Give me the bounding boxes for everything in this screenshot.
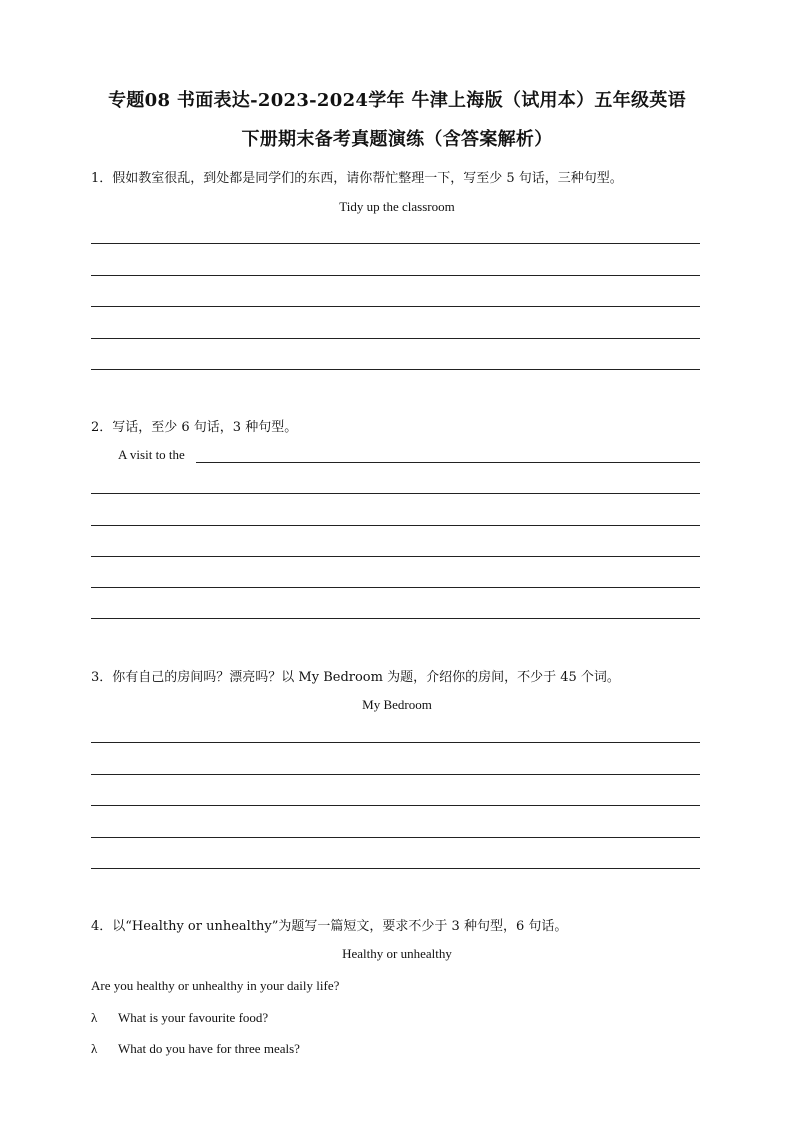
- writing-line[interactable]: [91, 837, 700, 838]
- writing-line[interactable]: [91, 493, 700, 494]
- writing-line[interactable]: [91, 587, 700, 588]
- writing-line[interactable]: [91, 306, 700, 307]
- question-1-essay-title: Tidy up the classroom: [339, 199, 455, 214]
- writing-line[interactable]: [91, 243, 700, 244]
- writing-line[interactable]: [91, 556, 700, 557]
- writing-line[interactable]: [91, 774, 700, 775]
- question-3-prompt: 3．你有自己的房间吗？漂亮吗？以 My Bedroom 为题，介绍你的房间，不少于 45 个词。: [91, 670, 620, 685]
- bullet-symbol: λ: [91, 1041, 98, 1056]
- question-2-title-prefix: A visit to the: [118, 447, 185, 462]
- bullet-item-text: What is your favourite food?: [118, 1010, 269, 1025]
- writing-line[interactable]: [91, 338, 700, 339]
- writing-line[interactable]: [91, 525, 700, 526]
- question-3-essay-title: My Bedroom: [362, 697, 432, 712]
- bullet-symbol: λ: [91, 1010, 98, 1025]
- question-1-prompt: 1．假如教室很乱，到处都是同学们的东西，请你帮忙整理一下，写至少 5 句话，三种句型。: [91, 171, 623, 186]
- document-title-line-2: 下册期末备考真题演练（含答案解析）: [241, 129, 553, 150]
- question-4-intro: Are you healthy or unhealthy in your daily life?: [91, 978, 340, 993]
- document-title-line-1: 专题08 书面表达-2023-2024学年 牛津上海版（试用本）五年级英语: [108, 90, 686, 111]
- question-4-essay-title: Healthy or unhealthy: [342, 946, 452, 961]
- writing-line[interactable]: [91, 369, 700, 370]
- writing-line[interactable]: [91, 275, 700, 276]
- writing-line[interactable]: [91, 742, 700, 743]
- writing-line[interactable]: [91, 618, 700, 619]
- title-blank-line[interactable]: [196, 462, 700, 463]
- question-2-prompt: 2．写话，至少 6 句话，3 种句型。: [91, 420, 298, 435]
- question-4-prompt: 4．以“Healthy or unhealthy”为题写一篇短文，要求不少于 3 种句型，6 句话。: [91, 919, 568, 934]
- writing-line[interactable]: [91, 805, 700, 806]
- bullet-item-text: What do you have for three meals?: [118, 1041, 300, 1056]
- writing-line[interactable]: [91, 868, 700, 869]
